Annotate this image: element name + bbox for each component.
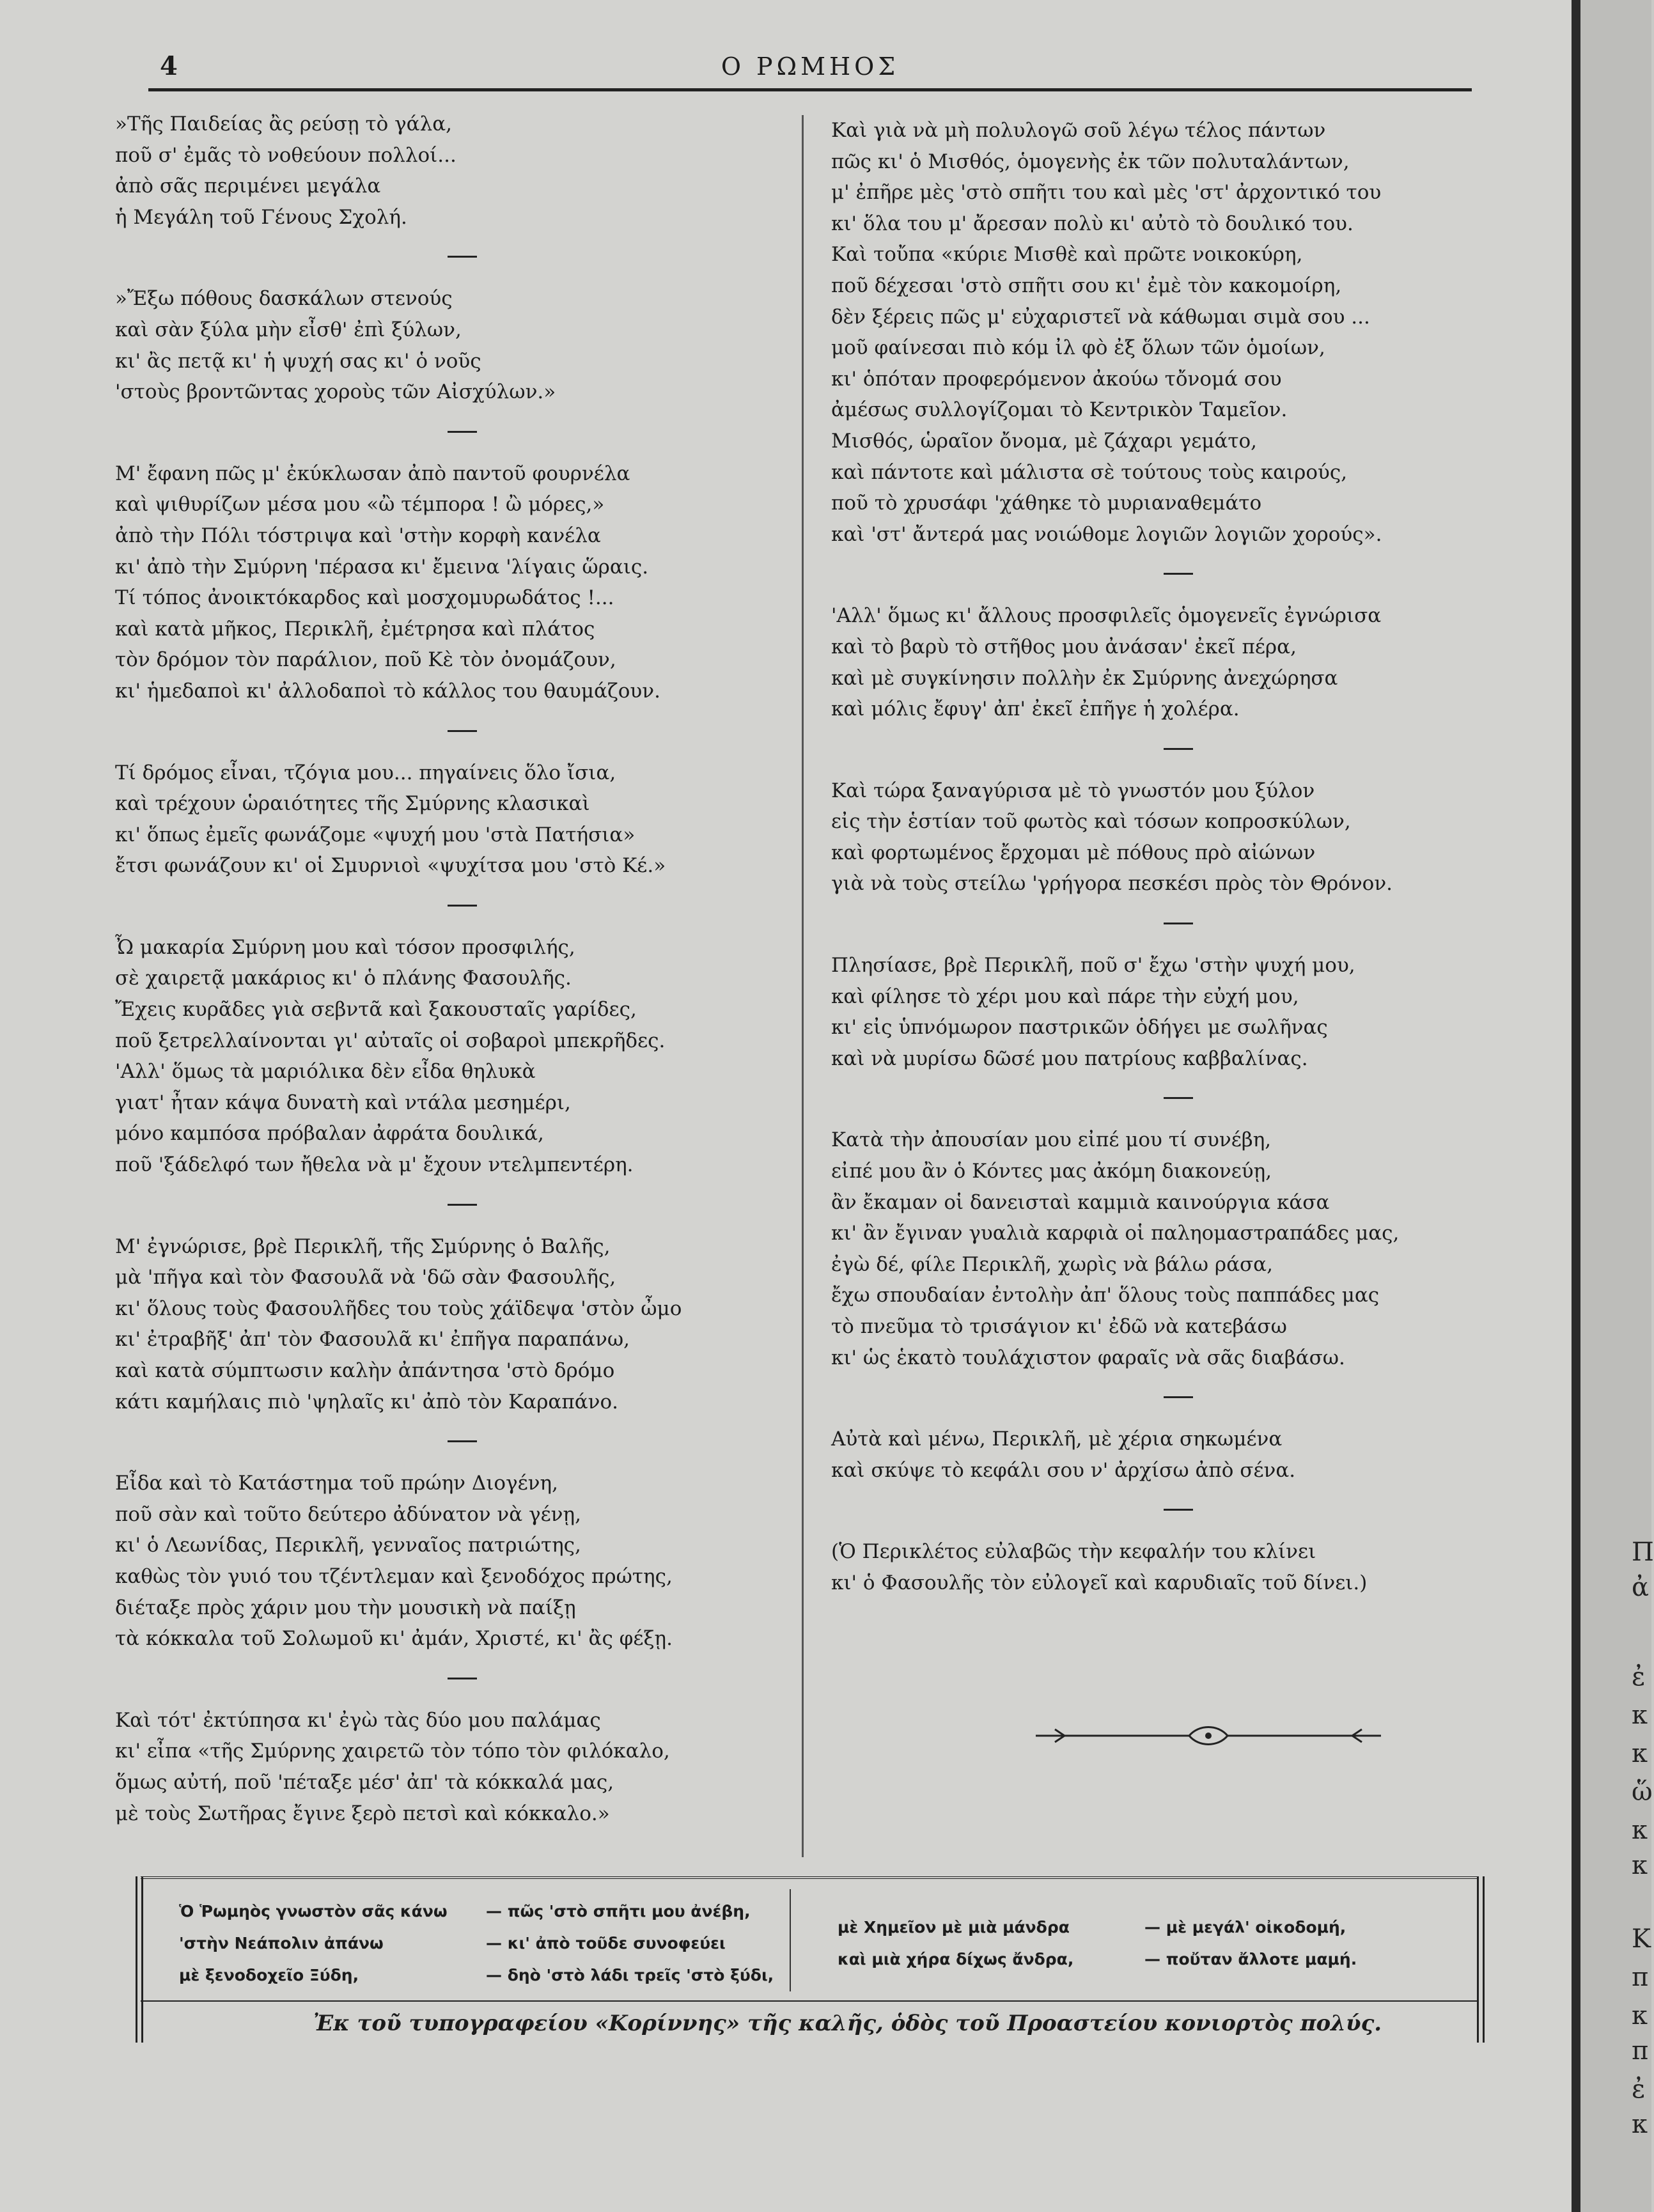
verse-line: Εἶδα καὶ τὸ Κατάστημα τοῦ πρώην Διογένη, — [115, 1472, 558, 1495]
next-page-letter: π — [1632, 1963, 1649, 1992]
stanza — [831, 950, 1399, 1074]
ad-text: 'στὴν Νεάπολιν ἀπάνω — [179, 1934, 384, 1952]
verse-line: Μισθός, ὡραῖον ὄνομα, μὲ ζάχαρι γεμάτο, — [831, 429, 1258, 453]
verse-line: κι' ὅλους τοὺς Φασουλῆδες του τοὺς χάϊδεψα 'στὸν ὦμο — [115, 1297, 682, 1320]
verse-line: 'Αλλ' ὅμως τὰ μαριόλικα δὲν εἶδα θηλυκὰ — [115, 1060, 536, 1084]
next-page-letter: κ — [1632, 1701, 1648, 1730]
verse-line: ὅμως αὐτή, ποῦ 'πέταξε μέσ' ἀπ' τὰ κόκκαλά μας, — [115, 1770, 614, 1794]
verse-line: Καὶ τώρα ξαναγύρισα μὲ τὸ γνωστόν μου ξύλον — [831, 779, 1315, 802]
verse-line: (Ὁ Περικλέτος εὐλαβῶς τὴν κεφαλήν του κλίνει — [831, 1540, 1316, 1564]
next-page-letter: κ — [1632, 1816, 1648, 1845]
verse-line: μὲ τοὺς Σωτῆρας ἔγινε ξερὸ πετσὶ καὶ κόκκαλο.» — [115, 1802, 610, 1825]
verse-line: κι' ἂν ἔγιναν γυαλιὰ καρφιὰ οἱ παληομαστραπάδες μας, — [831, 1222, 1400, 1245]
verse-line: Πλησίασε, βρὲ Περικλῆ, ποῦ σ' ἔχω 'στὴν ψυχή μου, — [831, 954, 1355, 977]
verse-line: καὶ σὰν ξύλα μὴν εἶσθ' ἐπὶ ξύλων, — [115, 318, 462, 341]
next-page-letter: κ — [1632, 2001, 1648, 2030]
verse-line: εἰς τὴν ἑστίαν τοῦ φωτὸς καὶ τόσων κοπροσκύλων, — [831, 810, 1351, 834]
stanza — [831, 115, 1399, 550]
verse-line: ἡ Μεγάλη τοῦ Γένους Σχολή. — [115, 205, 407, 229]
verse-line: ποῦ σὰν καὶ τοῦτο δεύτερο ἀδύνατον νὰ γένῃ, — [115, 1502, 581, 1526]
verse-line: Καὶ γιὰ νὰ μὴ πολυλογῶ σοῦ λέγω τέλος πάντων — [831, 119, 1326, 142]
stanza-separator — [1164, 923, 1193, 924]
verse-line: Μ' ἔφανη πῶς μ' ἐκύκλωσαν ἀπὸ παντοῦ φουρνέλα — [115, 462, 630, 485]
stanza-separator — [1164, 1396, 1193, 1398]
verse-line: κι' ὡς ἑκατὸ τουλάχιστον φαραῖς νὰ σᾶς διαβάσω. — [831, 1346, 1345, 1369]
stanza-separator — [1164, 1509, 1193, 1511]
verse-line: »Τῆς Παιδείας ἂς ρεύσῃ τὸ γάλα, — [115, 113, 453, 136]
stanza — [831, 1536, 1399, 1598]
verse-line: καὶ τρέχουν ὡραιότητες τῆς Σμύρνης κλασικαὶ — [115, 792, 590, 816]
page-header — [148, 46, 1472, 84]
stanza-separator — [448, 905, 477, 907]
verse-line: κι' ὁ Λεωνίδας, Περικλῆ, γενναῖος πατριώτης, — [115, 1534, 581, 1557]
ad-text: — ποὔταν ἄλλοτε μαμή. — [1144, 1950, 1357, 1968]
next-page-letter: κ — [1632, 1851, 1648, 1880]
verse-line: κι' ἡμεδαποὶ κι' ἀλλοδαποὶ τὸ κάλλος του θαυμάζουν. — [115, 679, 660, 703]
stanza — [831, 1125, 1399, 1373]
verse-line: καὶ μὲ συγκίνησιν πολλὴν ἐκ Σμύρνης ἀνεχώρησα — [831, 666, 1338, 690]
verse-line: Μ' ἐγνώρισε, βρὲ Περικλῆ, τῆς Σμύρνης ὁ Βαλῆς, — [115, 1235, 611, 1258]
next-page-letter: π — [1632, 2036, 1649, 2066]
verse-line: Ὦ μακαρία Σμύρνη μου καὶ τόσον προσφιλής, — [115, 935, 575, 959]
verse-line: κάτι καμήλαις πιὸ 'ψηλαῖς κι' ἀπὸ τὸν Καραπάνο. — [115, 1390, 619, 1414]
verse-line: Κατὰ τὴν ἀπουσίαν μου εἰπέ μου τί συνέβη, — [831, 1128, 1272, 1152]
stanza — [115, 109, 682, 233]
footer-divider — [790, 1889, 791, 1991]
verse-line: κι' ἂς πετᾷ κι' ἡ ψυχή σας κι' ὁ νοῦς — [115, 349, 481, 373]
verse-line: τὰ κόκκαλα τοῦ Σολωμοῦ κι' ἀμάν, Χριστέ, κι' ἂς φέξῃ. — [115, 1627, 673, 1651]
stanza — [115, 1468, 682, 1655]
verse-line: εἰπέ μου ἂν ὁ Κόντες μας ἀκόμη διακονεύῃ, — [831, 1160, 1272, 1183]
stanza — [831, 1424, 1399, 1486]
stanza — [115, 283, 682, 407]
next-page-letter: ὥ — [1632, 1777, 1653, 1807]
verse-line: 'στοὺς βροντῶντας χοροὺς τῶν Αἰσχύλων.» — [115, 380, 556, 404]
next-page-letter: κ — [1632, 2110, 1648, 2139]
verse-line: καὶ σκύψε τὸ κεφάλι σου ν' ἀρχίσω ἀπὸ σένα. — [831, 1458, 1296, 1482]
verse-line: καὶ νὰ μυρίσω δῶσέ μου πατρίους καββαλίνας. — [831, 1047, 1308, 1070]
verse-line: »Ἔξω πόθους δασκάλων στενούς — [115, 287, 453, 311]
verse-line: ποῦ σ' ἐμᾶς τὸ νοθεύουν πολλοί... — [115, 143, 456, 167]
verse-line: καθὼς τὸν γυιό του τζέντλεμαν καὶ ξενοδόχος πρώτης, — [115, 1564, 673, 1588]
stanza — [115, 1705, 682, 1829]
verse-line: κι' ὅπως ἐμεῖς φωνάζομε «ψυχή μου 'στὰ Πατήσια» — [115, 823, 636, 846]
stanza-separator — [448, 1204, 477, 1206]
verse-line: μοῦ φαίνεσαι πιὸ κόμ ἰλ φὸ ἐξ ὅλων τῶν ὁμοίων, — [831, 336, 1325, 360]
verse-line: ἐγὼ δέ, φίλε Περικλῆ, χωρὶς νὰ βάλω ράσα, — [831, 1252, 1273, 1276]
verse-line: κι' ἀπὸ τὴν Σμύρνη 'πέρασα κι' ἔμεινα 'λίγαις ὥραις. — [115, 555, 649, 579]
verse-line: ἂν ἔκαμαν οἱ δανεισταὶ καμμιὰ καινούργια κάσα — [831, 1190, 1330, 1214]
stanza-separator — [1164, 1097, 1193, 1099]
verse-line: ἔχω σπουδαίαν ἐντολὴν ἀπ' ὅλους τοὺς παππάδες μας — [831, 1284, 1380, 1307]
verse-line: 'Αλλ' ὅμως κι' ἄλλους προσφιλεῖς ὁμογενεῖς ἐγνώρισα — [831, 604, 1382, 628]
ad-text: Ὁ Ῥωμηὸς γνωστὸν σᾶς κάνω — [179, 1902, 448, 1920]
stanza-separator — [448, 1440, 477, 1442]
verse-line: ποῦ δέχεσαι 'στὸ σπῆτι σου κι' ἐμὲ τὸν κακομοίρη, — [831, 274, 1342, 297]
verse-line: κι' ὅλα του μ' ἄρεσαν πολὺ κι' αὐτὸ τὸ δουλικό του. — [831, 212, 1354, 235]
verse-line: Καὶ τότ' ἐκτύπησα κι' ἐγὼ τὰς δύο μου παλάμας — [115, 1708, 601, 1732]
verse-line: ἀμέσως συλλογίζομαι τὸ Κεντρικὸν Ταμεῖον. — [831, 398, 1288, 422]
ad-text: μὲ ξενοδοχεῖο Ξύδη, — [179, 1966, 359, 1984]
stanza — [831, 775, 1399, 900]
column-divider — [802, 115, 804, 1857]
newspaper-title: Ο ΡΩΜΗΟΣ — [721, 52, 900, 81]
verse-line: κι' ὁ Φασουλῆς τὸν εὐλογεῖ καὶ καρυδιαῖς τοῦ δίνει.) — [831, 1571, 1368, 1594]
verse-line: καὶ φίλησε τὸ χέρι μου καὶ πάρε τὴν εὐχή μου, — [831, 985, 1299, 1008]
stanza — [115, 458, 682, 707]
verse-line: μόνο καμπόσα πρόβαλαν ἀφράτα δουλικά, — [115, 1122, 544, 1146]
verse-line: καὶ κατὰ σύμπτωσιν καλὴν ἀπάντησα 'στὸ δρόμο — [115, 1359, 615, 1382]
page-number: 4 — [160, 51, 178, 81]
left-column — [115, 109, 682, 1829]
stanza — [115, 1231, 682, 1418]
verse-line: καὶ 'στ' ἄντερά μας νοιώθομε λογιῶν λογιῶν χορούς». — [831, 522, 1382, 546]
verse-line: καὶ πάντοτε καὶ μάλιστα σὲ τούτους τοὺς καιρούς, — [831, 460, 1348, 484]
verse-line: καὶ φορτωμένος ἔρχομαι μὲ πόθους πρὸ αἰώνων — [831, 841, 1316, 864]
next-page-letter: κ — [1632, 1739, 1648, 1768]
ad-text: καὶ μιὰ χήρα δίχως ἄνδρα, — [838, 1950, 1074, 1968]
footer-right-bar — [1477, 1876, 1485, 2043]
verse-line: Αὐτὰ καὶ μένω, Περικλῆ, μὲ χέρια σηκωμένα — [831, 1428, 1283, 1451]
stanza-separator — [448, 431, 477, 433]
printer-imprint: Ἐκ τοῦ τυπογραφείου «Κορίννης» τῆς καλῆς, ὁδὸς τοῦ Προαστείου κονιορτὸς πολύς. — [313, 2011, 1382, 2036]
verse-line: καὶ κατὰ μῆκος, Περικλῆ, ἐμέτρησα καὶ πλάτος — [115, 617, 595, 641]
stanza-separator — [448, 730, 477, 732]
verse-line: τὸν δρόμον τὸν παράλιον, ποῦ Κὲ τὸν ὀνομάζουν, — [115, 648, 616, 672]
verse-line: καὶ ψιθυρίζων μέσα μου «ὢ τέμπορα ! ὢ μόρες,» — [115, 493, 605, 517]
verse-line: ποῦ 'ξάδελφό των ἤθελα νὰ μ' ἔχουν ντελμπεντέρη. — [115, 1153, 634, 1177]
verse-line: κι' ὁπόταν προφερόμενον ἀκούω τὄνομά σου — [831, 367, 1282, 391]
ad-text: — δηὸ 'στὸ λάδι τρεῖς 'στὸ ξύδι, — [486, 1966, 774, 1984]
stanza — [115, 932, 682, 1181]
next-page-letter: ἐ — [1632, 1662, 1646, 1692]
next-page-letter: Κ — [1632, 1924, 1651, 1954]
verse-line: μὰ 'πῆγα καὶ τὸν Φασουλᾶ νὰ 'δῶ σὰν Φασουλῆς, — [115, 1266, 616, 1289]
verse-line: μ' ἐπῆρε μὲς 'στὸ σπῆτι του καὶ μὲς 'στ' ἀρχοντικό του — [831, 181, 1382, 205]
verse-line: ἔτσι φωνάζουν κι' οἱ Σμυρνιοὶ «ψυχίτσα μου 'στὸ Κέ.» — [115, 854, 666, 878]
verse-line: γιατ' ἦταν κάψα δυνατὴ καὶ ντάλα μεσημέρι, — [115, 1091, 571, 1114]
verse-line: ἀπὸ σᾶς περιμένει μεγάλα — [115, 175, 381, 198]
stanza — [831, 600, 1399, 724]
footer-left-bar — [136, 1876, 143, 2043]
next-page-letter: Π — [1632, 1538, 1654, 1567]
verse-line: ἀπὸ τὴν Πόλι τόστριψα καὶ 'στὴν κορφὴ κανέλα — [115, 524, 601, 547]
verse-line: Ἔχεις κυρᾶδες γιὰ σεβντᾶ καὶ ξακουσταῖς γαρίδες, — [115, 998, 637, 1022]
header-rule — [148, 88, 1472, 91]
right-column — [831, 115, 1399, 1599]
ornament-flourish — [1029, 1723, 1387, 1749]
next-page-letter: ἀ — [1632, 1573, 1650, 1602]
next-page-letter: ἐ — [1632, 2075, 1646, 2104]
verse-line: δὲν ξέρεις πῶς μ' εὐχαριστεῖ νὰ κάθωμαι σιμὰ σου ... — [831, 305, 1370, 329]
footer-advertisement — [141, 1876, 1477, 2062]
verse-line: πῶς κι' ὁ Μισθός, ὁμογενὴς ἐκ τῶν πολυταλάντων, — [831, 150, 1350, 173]
verse-line: διέταξε πρὸς χάριν μου τὴν μουσικὴ νὰ παίξῃ — [115, 1596, 576, 1619]
verse-line: σὲ χαιρετᾷ μακάριος κι' ὁ πλάνης Φασουλῆς. — [115, 967, 572, 990]
stanza — [115, 758, 682, 882]
stanza-separator — [448, 1678, 477, 1679]
verse-line: κι' εἰς ὑπνόμωρον παστρικῶν ὁδήγει με σωλῆνας — [831, 1016, 1328, 1040]
verse-line: Τί τόπος ἀνοικτόκαρδος καὶ μοσχομυρωδάτος !... — [115, 586, 614, 610]
verse-line: Τί δρόμος εἶναι, τζόγια μου... πηγαίνεις ὅλο ἴσια, — [115, 761, 616, 784]
verse-line: Καὶ τοὔπα «κύριε Μισθὲ καὶ πρῶτε νοικοκύρη, — [831, 243, 1303, 267]
verse-line: κι' εἶπα «τῆς Σμύρνης χαιρετῶ τὸν τόπο τὸν φιλόκαλο, — [115, 1740, 670, 1763]
stanza-separator — [448, 256, 477, 258]
ad-text: — πῶς 'στὸ σπῆτι μου ἀνέβη, — [486, 1902, 751, 1920]
verse-line: καὶ μόλις ἔφυγ' ἀπ' ἐκεῖ ἐπῆγε ἡ χολέρα. — [831, 697, 1240, 721]
ad-text: — κι' ἀπὸ τοῦδε συνοφεύει — [486, 1934, 726, 1952]
verse-line: ποῦ ξετρελλαίνονται γι' αὐταῖς οἱ σοβαροὶ μπεκρῆδες. — [115, 1029, 666, 1052]
next-page-fragment — [1580, 0, 1654, 2212]
verse-line: καὶ τὸ βαρὺ τὸ στῆθος μου ἀνάσαν' ἐκεῖ πέρα, — [831, 635, 1297, 658]
verse-line: τὸ πνεῦμα τὸ τρισάγιον κι' ἐδῶ νὰ κατεβάσω — [831, 1315, 1287, 1338]
verse-line: κι' ἐτραβῆξ' ἀπ' τὸν Φασουλᾶ κι' ἐπῆγα παραπάνω, — [115, 1328, 630, 1351]
ad-text: — μὲ μεγάλ' οἰκοδομή, — [1144, 1918, 1346, 1936]
verse-line: γιὰ νὰ τοὺς στείλω 'γρήγορα πεσκέσι πρὸς τὸν Θρόνον. — [831, 872, 1393, 896]
verse-line: ποῦ τὸ χρυσάφι 'χάθηκε τὸ μυριαναθεμάτο — [831, 492, 1262, 515]
ad-text: μὲ Χημεῖον μὲ μιὰ μάνδρα — [838, 1918, 1070, 1936]
stanza-separator — [1164, 573, 1193, 575]
page-edge — [1572, 0, 1580, 2212]
stanza-separator — [1164, 748, 1193, 750]
